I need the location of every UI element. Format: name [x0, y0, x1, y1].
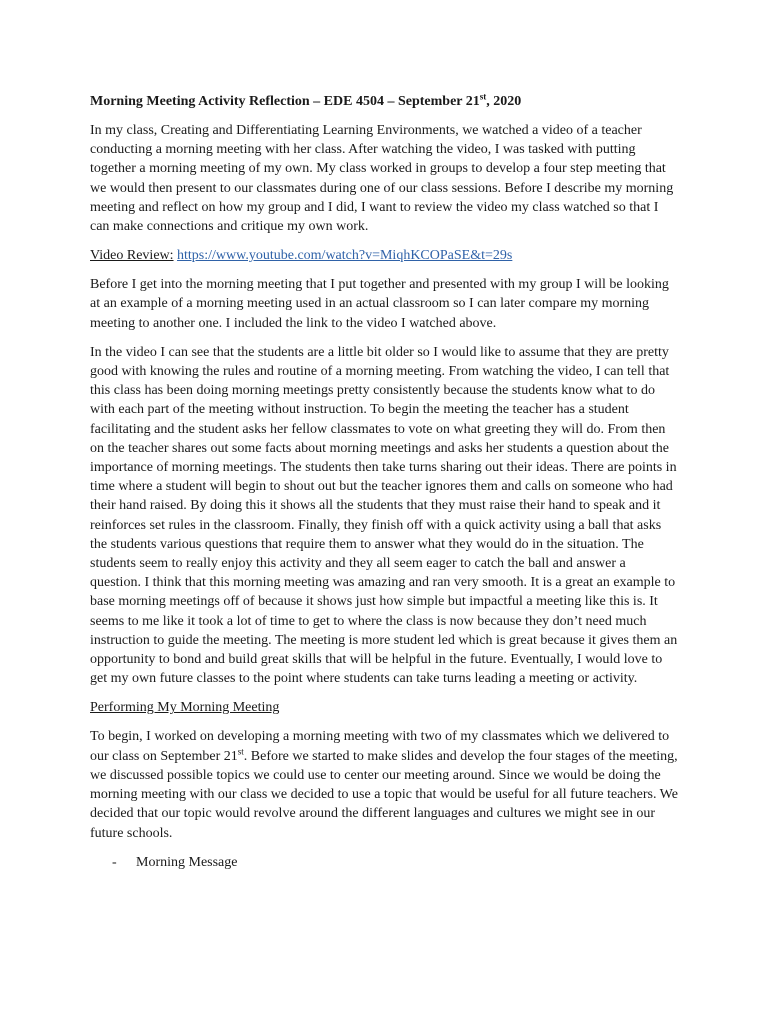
video-paragraph: In the video I can see that the students are a little bit older so I would like to assume that they are pretty good with knowing the rules and routine of a morning meeting. From watching the video, I can tell that this class has been doing morning meetings pretty consistently because the students know what to do with each part of the meeting without instruction. To begin the meeting the teacher has a student facilitating and the student asks her fellow classmates to vote on what greeting they will do. From then on the teacher shares out some facts about morning meetings and asks her students a question about the importance of morning meetings. The students then take turns sharing out their ideas. There are points in time where a student will begin to shout out but the teacher ignores them and calls on someone who had their hand raised. By doing this it shows all the students that they must raise their hand to speak and it reinforces set rules in the classroom. Finally, they finish off with a quick activity using a ball that asks the students various questions that require them to answer what they would do in the situation. The students seem to really enjoy this activity and they all seem eager to catch the ball and answer a question. I think that this morning meeting was amazing and ran very smooth. It is a great an example to base morning meetings off of because it shows just how simple but impactful a meeting like this is. It seems to me like it took a lot of time to get to where the class is now because they don’t need much instruction to guide the meeting. The meeting is more student led which is great because it gives them an opportunity to bond and build great skills that will be helpful in the future. Eventually, I would love to get my own future classes to the point where students can take turns leading a meeting or activity.	[90, 344, 678, 687]
video-review-label: Video Review:	[90, 248, 174, 264]
video-review-line	[90, 246, 680, 265]
document-page	[90, 92, 680, 872]
performing-ordinal: st	[237, 746, 244, 757]
document-title	[90, 92, 680, 111]
performing-paragraph	[90, 727, 680, 842]
title-ordinal: st	[479, 91, 487, 102]
performing-text-2: . Before we started to make slides and develop the four stages of the meeting, we discussed possible topics we could use to center our meeting around. Since we would be doing the morning meeting with our class we decided to use a topic that would be useful for all future teachers. We decided that our topic would revolve around the different languages and cultures we might see in our future schools.	[90, 748, 678, 841]
bullet-text: Morning Message	[136, 854, 238, 870]
performing-heading: Performing My Morning Meeting	[90, 700, 280, 716]
intro-paragraph: In my class, Creating and Differentiating Learning Environments, we watched a video of a teacher conducting a morning meeting with her class. After watching the video, I was tasked with putting together a morning meeting of my own. My class worked in groups to develop a four step meeting that we would then present to our classmates during one of our class sessions. Before I describe my morning meeting and reflect on how my group and I did, I want to review the video my class watched so that I can make connections and critique my own work.	[90, 123, 674, 235]
video-review-link[interactable]: https://www.youtube.com/watch?v=MiqhKCOPaSE&t=29s	[177, 248, 513, 264]
bullet-dash: -	[112, 854, 117, 870]
bullet-item	[112, 853, 680, 872]
title-year: , 2020	[486, 94, 522, 109]
before-paragraph: Before I get into the morning meeting that I put together and presented with my group I will be looking at an example of a morning meeting used in an actual classroom so I can later compare my morning meeting to another one. I included the link to the video I watched above.	[90, 277, 669, 331]
title-text: Morning Meeting Activity Reflection – EDE 4504 – September 21	[90, 94, 480, 109]
performing-text-1: To begin, I worked on developing a morning meeting with two of my classmates which we delivered to our class on September 21	[90, 729, 670, 764]
